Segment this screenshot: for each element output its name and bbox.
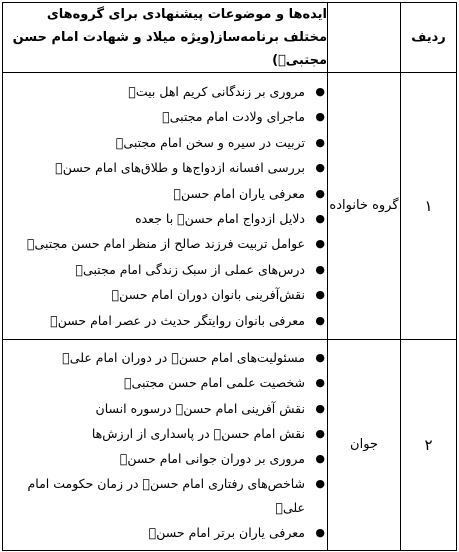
list-item-text: مروری بر دوران جوانی امام حسنؑ [119, 451, 305, 467]
bullet-icon: ● [315, 237, 325, 251]
bullet-icon: ● [315, 262, 325, 276]
list-item-text: تربیت در سیره و سخن امام مجتبیؑ [115, 134, 305, 150]
list-item [3, 421, 327, 446]
row-number: ۱ [401, 73, 457, 340]
list-item-text: درس‌های عملی از سبک زندگی امام مجتبیؑ [75, 261, 305, 277]
list-item-text: مروری بر زندگانی کریم اهل بیتؑ [128, 83, 305, 99]
list-item-text: شاخص‌های رفتاری امام حسنؑ در زمان حکومت امام علیؑ [27, 475, 305, 515]
header-radif: ردیف [401, 3, 457, 73]
list-item-text: نقش امام حسنؑ در پاسداری از ارزش‌ها [91, 426, 305, 441]
list-item [3, 472, 327, 520]
list-item [3, 79, 327, 104]
bullet-icon: ● [315, 525, 325, 539]
list-item [3, 308, 327, 333]
list-item [3, 282, 327, 307]
list-item [3, 155, 327, 180]
list-item [3, 231, 327, 256]
topics-table [2, 2, 457, 551]
bullet-icon: ● [315, 376, 325, 390]
row-group: گروه خانواده [328, 73, 401, 340]
list-item-text: نقش‌آفرینی بانوان دوران امام حسنؑ [111, 287, 305, 303]
list-item-text: معرفی بانوان روایتگر حدیث در عصر امام حسنؑ [50, 312, 305, 328]
list-item-text: نقش آفرینی امام حسنؑ درسوره انسان [95, 400, 305, 416]
header-row [3, 3, 457, 73]
bullet-icon: ● [315, 427, 325, 440]
row-group: جوان [328, 340, 401, 551]
list-item [3, 520, 327, 545]
bullet-icon: ● [315, 110, 325, 124]
list-item [3, 181, 327, 206]
row-items [3, 340, 328, 551]
bullet-icon: ● [315, 135, 325, 149]
list-item [3, 130, 327, 155]
table-row-family [3, 73, 457, 340]
list-item [3, 446, 327, 471]
list-item-text: بررسی افسانه ازدواج‌ها و طلاق‌های امام حسنؑ [55, 160, 305, 176]
list-item-text: معرفی یاران برتر امام حسنؑ [148, 524, 305, 540]
list-item-text: دلایل ازدواج امام حسنؑ با جعده [135, 211, 305, 226]
topic-list [3, 345, 327, 545]
table-row-youth [3, 340, 457, 551]
bullet-icon: ● [315, 212, 325, 225]
bullet-icon: ● [315, 476, 325, 490]
list-item [3, 206, 327, 231]
list-item-text: ماجرای ولادت امام مجتبیؑ [162, 109, 305, 125]
header-group [328, 3, 401, 73]
list-item [3, 396, 327, 421]
list-item [3, 370, 327, 395]
bullet-icon: ● [315, 350, 325, 364]
row-number: ۲ [401, 340, 457, 551]
list-item-text: مسئولیت‌های امام حسنؑ در دوران امام علیؑ [62, 349, 305, 365]
bullet-icon: ● [315, 401, 325, 415]
list-item [3, 345, 327, 370]
bullet-icon: ● [315, 313, 325, 327]
bullet-icon: ● [315, 452, 325, 466]
list-item-text: عوامل تربیت فرزند صالح از منظر امام حسن مجتبیؑ [27, 236, 305, 252]
topic-list [3, 79, 327, 333]
list-item [3, 257, 327, 282]
row-items [3, 73, 328, 340]
bullet-icon: ● [315, 161, 325, 175]
list-item [3, 104, 327, 129]
header-topics: ایده‌ها و موضوعات پیشنهادی برای گروه‌های مختلف برنامه‌ساز(ویژه میلاد و شهادت امام حسن مجتبیؑ) [3, 3, 328, 73]
list-item-text: معرفی یاران امام حسنؑ [173, 185, 305, 201]
bullet-icon: ● [315, 84, 325, 98]
bullet-icon: ● [315, 288, 325, 302]
list-item-text: شخصیت علمی امام حسن مجتبیؑ [124, 375, 305, 391]
bullet-icon: ● [315, 186, 325, 200]
